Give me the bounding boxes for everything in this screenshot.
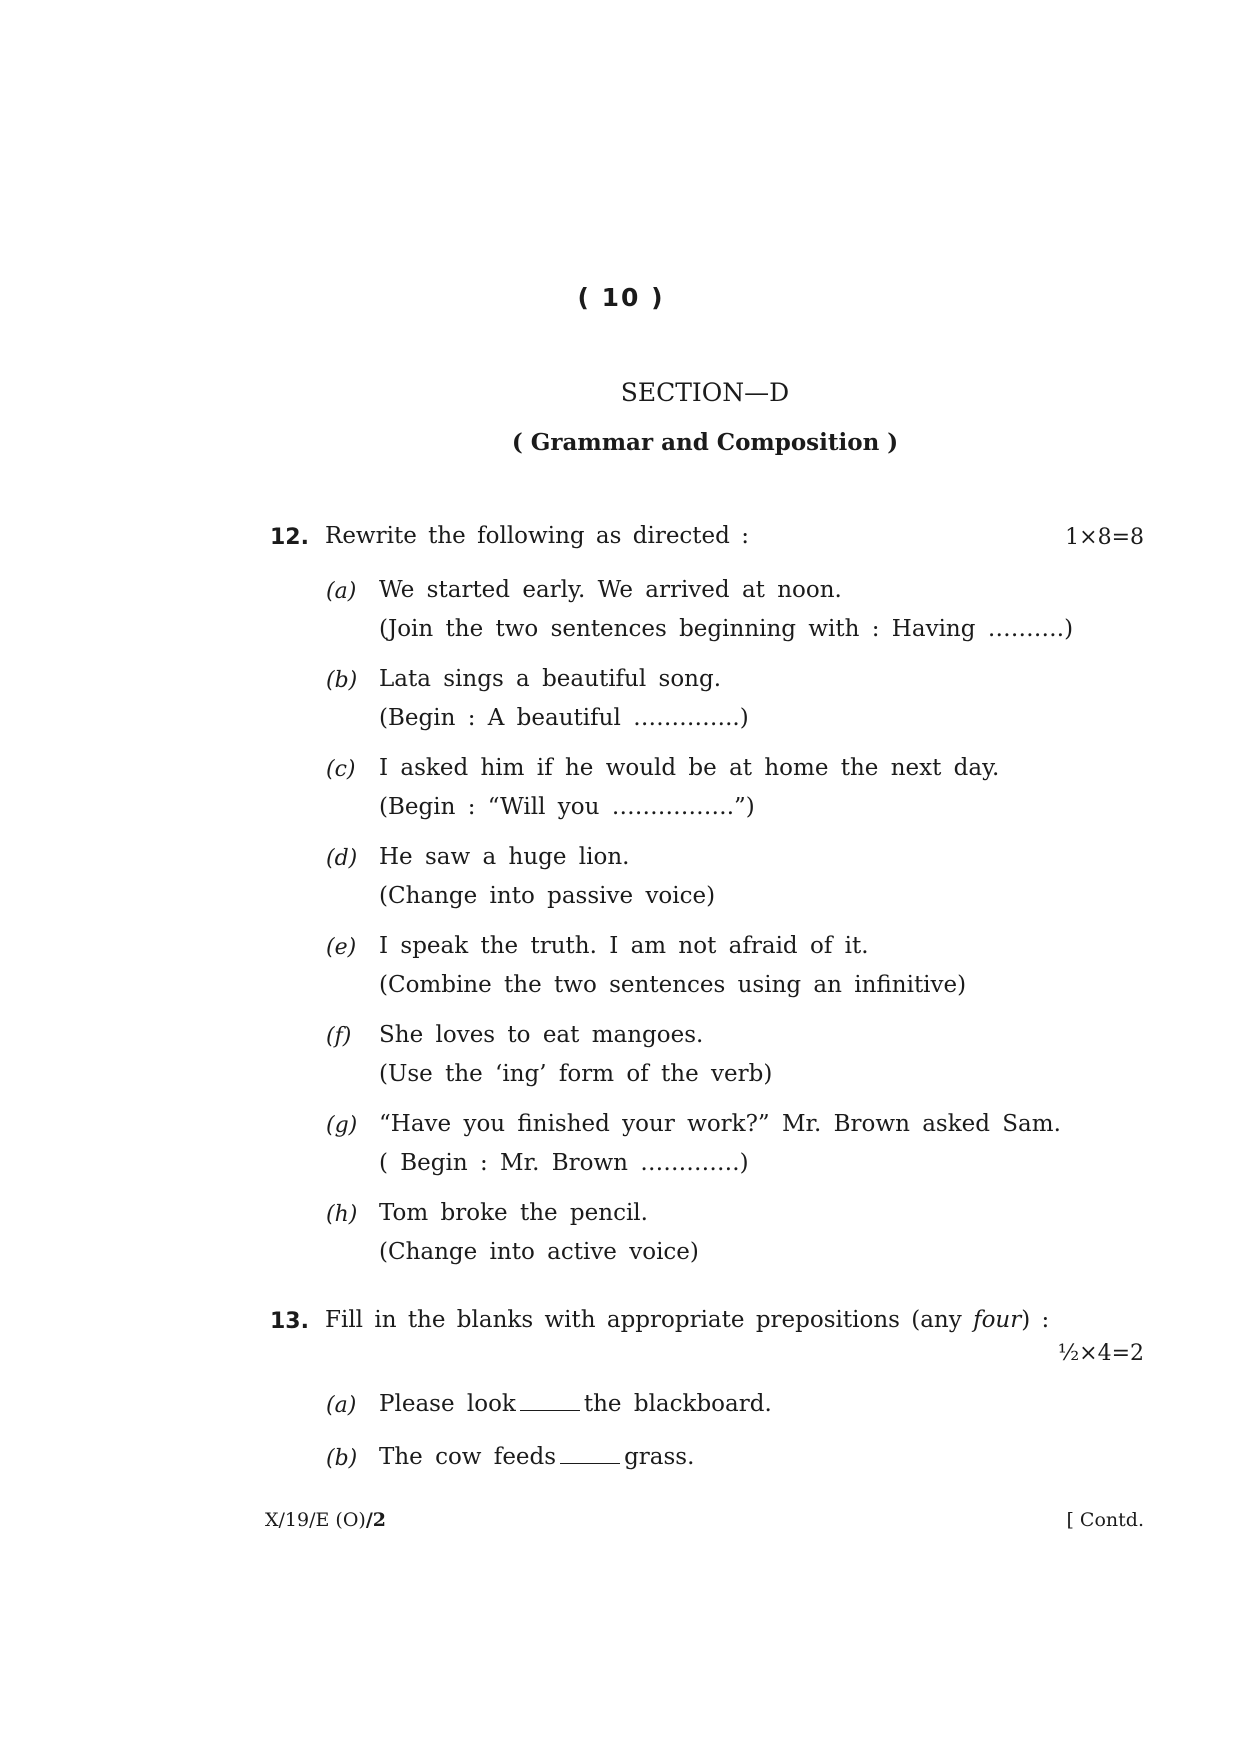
paper-code: X/19/E (O)/2 (265, 1509, 386, 1531)
q12-item-g-sentence: “Have you finished your work?” Mr. Brown asked Sam. (379, 1111, 1061, 1137)
q12-item-h-instruction: (Change into active voice) (379, 1239, 699, 1265)
continued-marker: [ Contd. (1066, 1509, 1144, 1531)
q12-item-f-label: (f) (326, 1024, 352, 1049)
section-subtitle: ( Grammar and Composition ) (511, 429, 899, 456)
q13-item-a-label: (a) (326, 1393, 357, 1418)
q13-item-b-label: (b) (326, 1446, 358, 1471)
question-12-prompt: Rewrite the following as directed : (325, 523, 749, 549)
q12-item-d-sentence: He saw a huge lion. (379, 844, 630, 870)
question-12-marks: 1×8=8 (1065, 525, 1144, 550)
q13-item-a-sentence: Please look the blackboard. (379, 1391, 772, 1417)
q12-item-a-sentence: We started early. We arrived at noon. (379, 577, 842, 603)
question-12-number: 12. (270, 525, 309, 550)
q12-item-e-instruction: (Combine the two sentences using an infinitive) (379, 972, 967, 998)
answer-blank[interactable] (520, 1410, 580, 1411)
q12-item-d-instruction: (Change into passive voice) (379, 883, 716, 909)
q12-item-h-sentence: Tom broke the pencil. (379, 1200, 648, 1226)
q13-item-b-sentence: The cow feeds grass. (379, 1444, 695, 1470)
q12-item-a-instruction: (Join the two sentences beginning with : Having ……….) (379, 616, 1074, 642)
question-13-prompt: Fill in the blanks with appropriate prepositions (any four) : (325, 1307, 1050, 1333)
section-title: SECTION—D (620, 378, 790, 407)
q12-item-b-instruction: (Begin : A beautiful …………..) (379, 705, 749, 731)
answer-blank[interactable] (560, 1463, 620, 1464)
question-13-marks: ½×4=2 (1057, 1341, 1144, 1366)
question-13-number: 13. (270, 1309, 309, 1334)
q12-item-g-instruction: ( Begin : Mr. Brown ………….) (379, 1150, 749, 1176)
q12-item-g-label: (g) (326, 1113, 358, 1138)
q12-item-b-label: (b) (326, 668, 358, 693)
q12-item-h-label: (h) (326, 1202, 358, 1227)
q12-item-b-sentence: Lata sings a beautiful song. (379, 666, 722, 692)
q12-item-e-sentence: I speak the truth. I am not afraid of it. (379, 933, 869, 959)
q12-item-f-sentence: She loves to eat mangoes. (379, 1022, 704, 1048)
q12-item-c-instruction: (Begin : “Will you …………….”) (379, 794, 755, 820)
q12-item-c-label: (c) (326, 757, 356, 782)
question-13-prompt-emphasis: four (973, 1307, 1022, 1333)
q12-item-c-sentence: I asked him if he would be at home the next day. (379, 755, 1000, 781)
paper-code-page: /2 (365, 1509, 386, 1531)
q12-item-e-label: (e) (326, 935, 357, 960)
page-number: ( 10 ) (577, 283, 665, 312)
q12-item-a-label: (a) (326, 579, 357, 604)
q12-item-f-instruction: (Use the ‘ing’ form of the verb) (379, 1061, 773, 1087)
q12-item-d-label: (d) (326, 846, 358, 871)
